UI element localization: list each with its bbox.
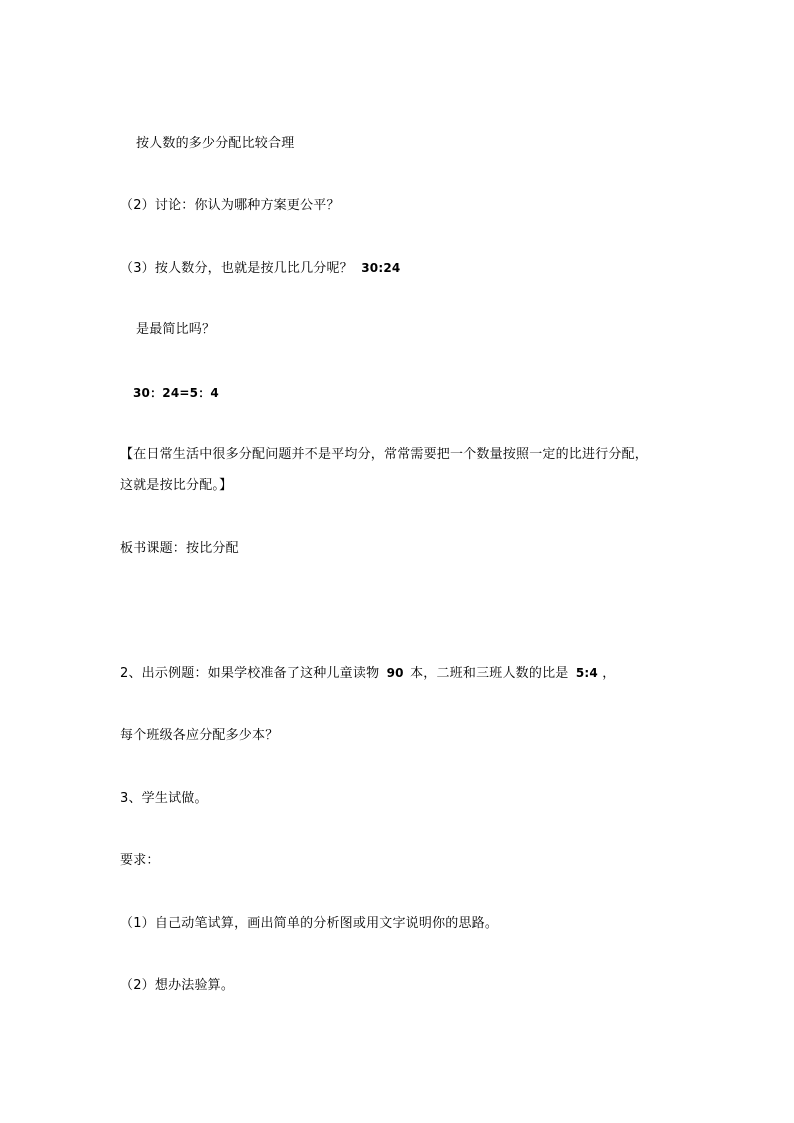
text-line-14: （2）想办法验算。 (120, 978, 235, 993)
text-line-13: （1）自己动笔试算，画出简单的分析图或用文字说明你的思路。 (120, 916, 499, 931)
text-line-2: （2）讨论：你认为哪种方案更公平？ (120, 198, 340, 213)
text-line-9-part-c: 本，二班和三班人数的比是 (410, 666, 569, 681)
text-line-4: 是最简比吗？ (136, 322, 216, 337)
text-line-6: 【在日常生活中很多分配问题并不是平均分，常常需要把一个数量按照一定的比进行分配， (120, 447, 649, 462)
text-line-9 (120, 665, 615, 682)
book-count: 90 (386, 666, 404, 680)
text-line-7: 这就是按比分配。】 (120, 478, 233, 493)
text-line-3 (120, 260, 400, 277)
text-line-11: 3、学生试做。 (120, 791, 208, 806)
text-line-10: 每个班级各应分配多少本？ (120, 728, 279, 743)
text-line-9-part-a: 2、出示例题：如果学校准备了这种儿童读物 (120, 666, 380, 681)
text-line-9-part-e: ， (602, 666, 616, 681)
class-ratio: 5:4 (575, 666, 598, 680)
text-line-12: 要求： (120, 853, 160, 868)
text-line-8: 板书课题：按比分配 (120, 541, 239, 556)
text-line-3-main: （3）按人数分，也就是按几比几分呢？ (120, 261, 353, 276)
text-line-1: 按人数的多少分配比较合理 (136, 136, 295, 151)
ratio-equation: 30：24=5：4 (133, 386, 219, 400)
ratio-value: 30:24 (361, 261, 401, 275)
